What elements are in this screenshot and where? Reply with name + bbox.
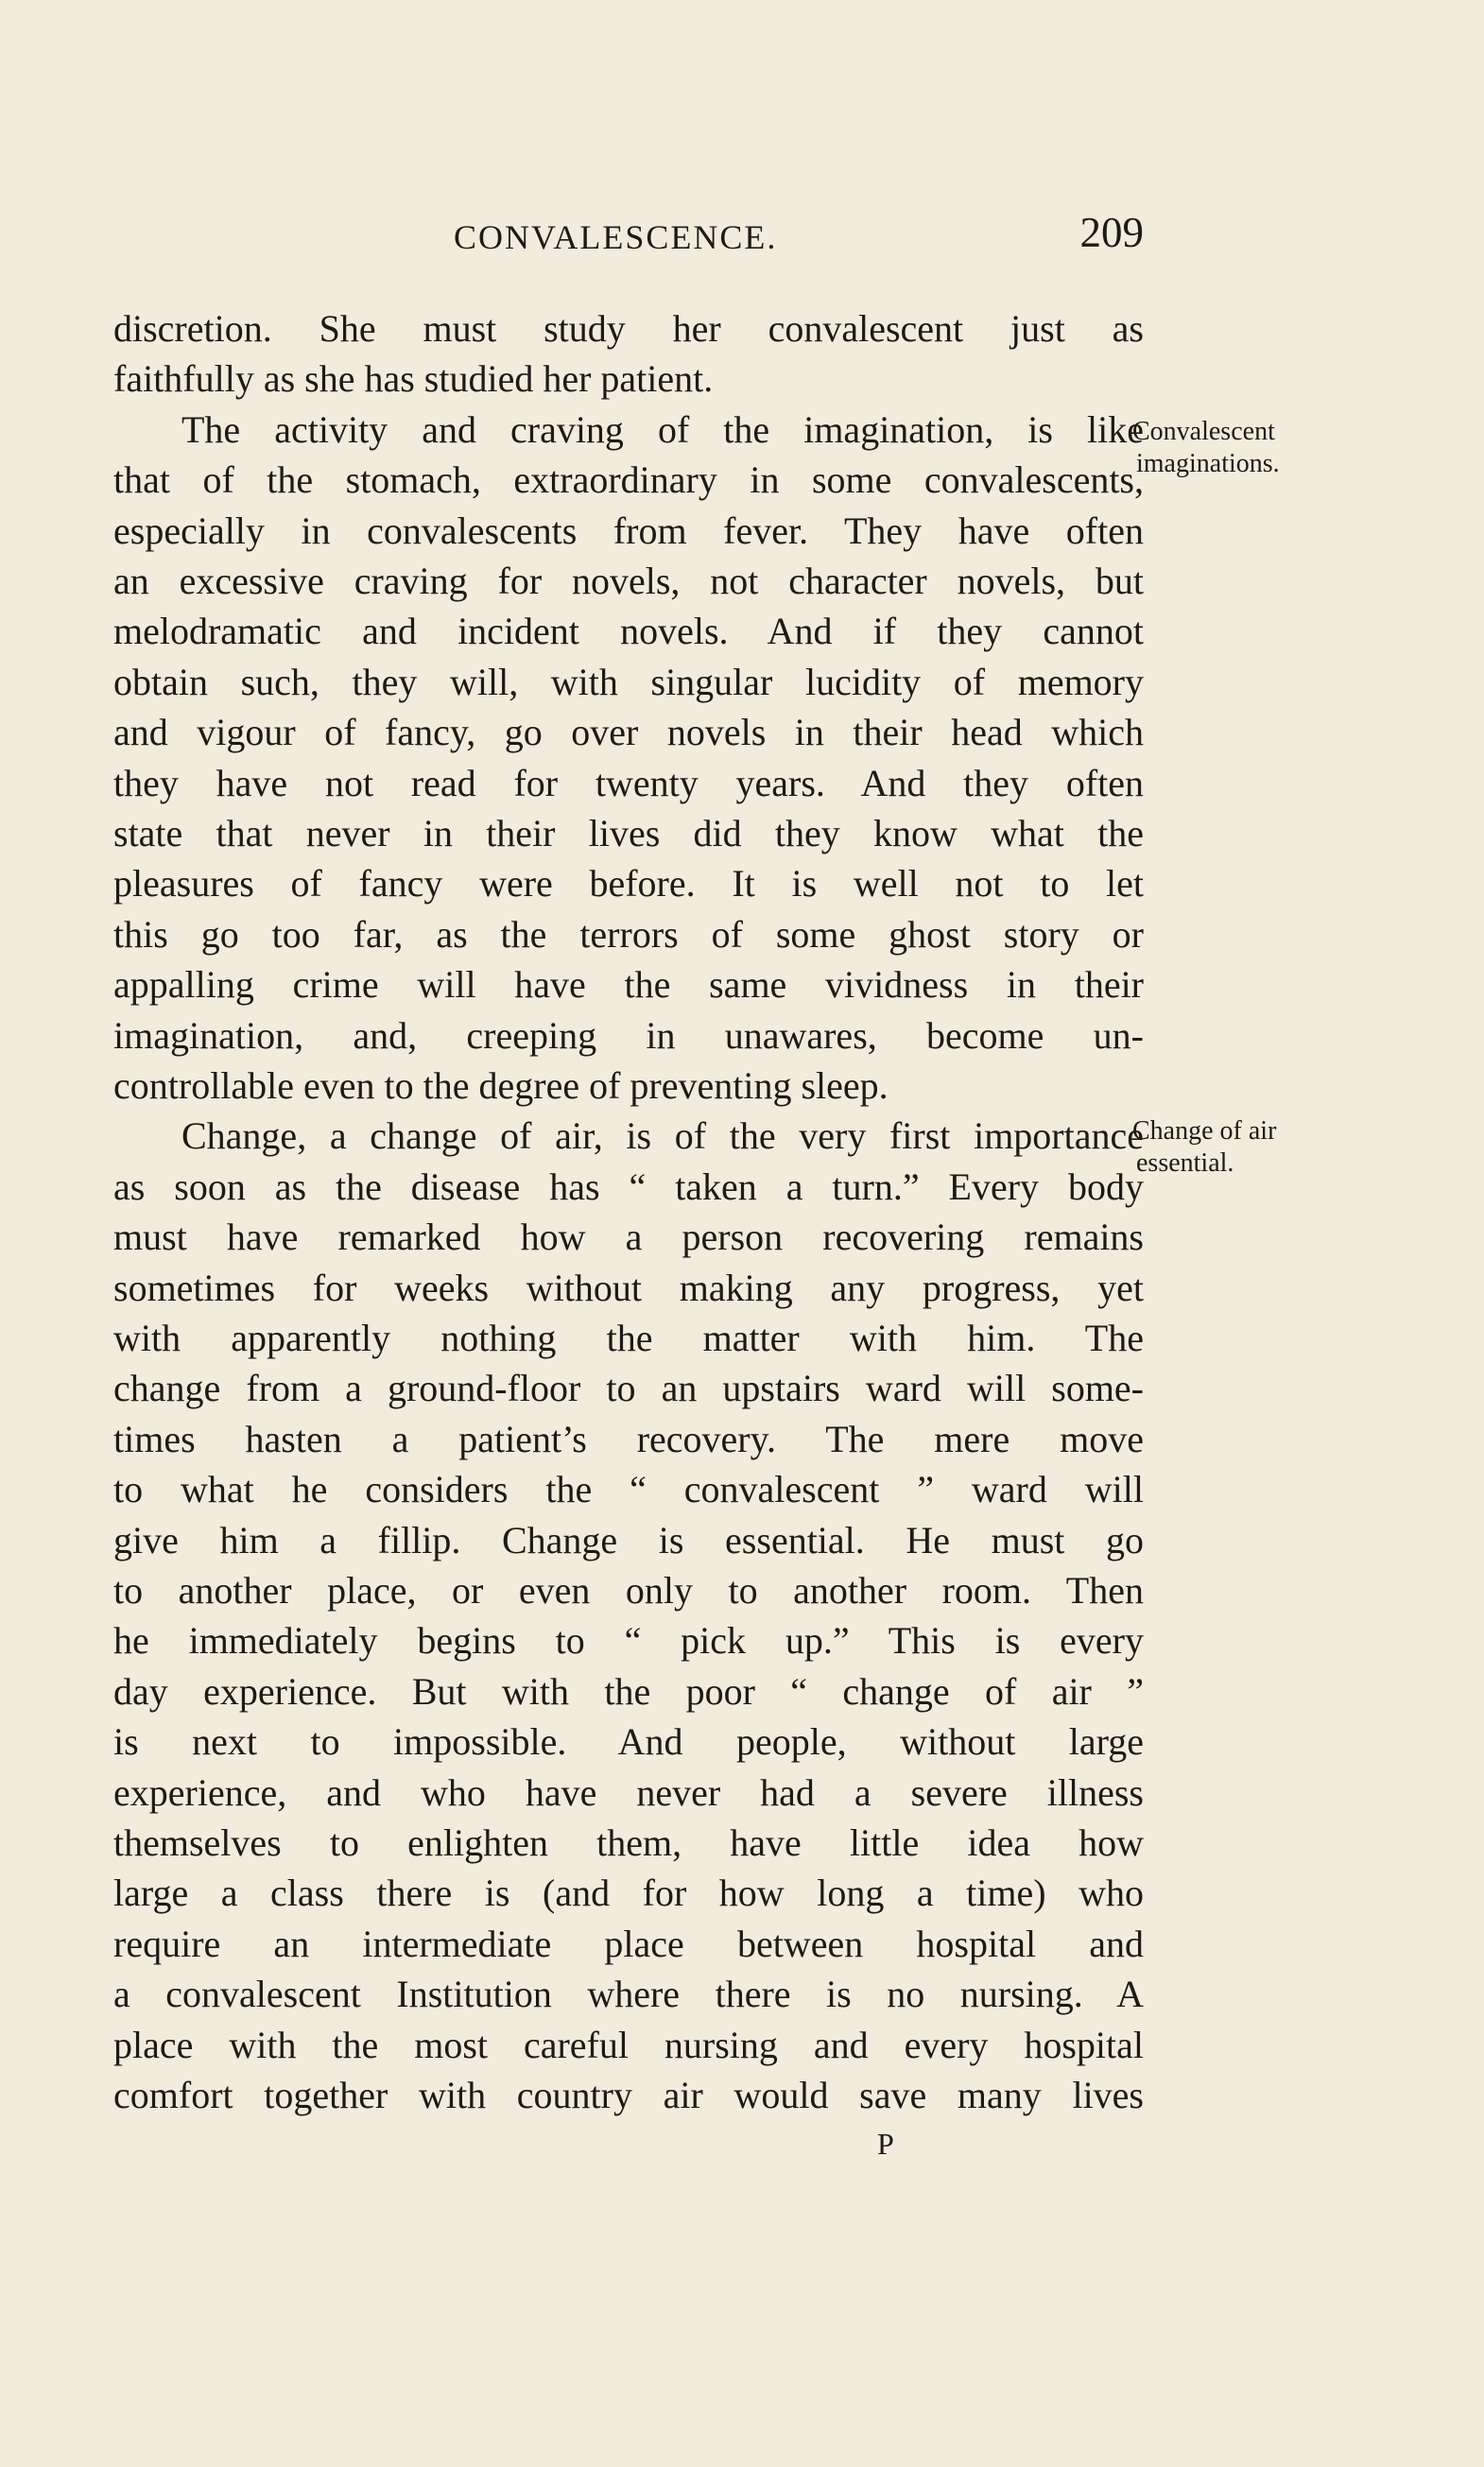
text-line: as soon as the disease has “ taken a turn.” Every body (113, 1165, 1144, 1208)
text-line: give him a fillip. Change is essential. He must go (113, 1519, 1144, 1561)
text-line: appalling crime will have the same vividness in their (113, 963, 1144, 1006)
text-line: especially in convalescents from fever. They have often (113, 509, 1144, 552)
text-line: state that never in their lives did they know what the (113, 812, 1144, 854)
text-line: imagination, and, creeping in unawares, become un- (113, 1014, 1144, 1057)
text-line: day experience. But with the poor “ change of air ” (113, 1670, 1144, 1713)
text-line: this go too far, as the terrors of some ghost story or (113, 913, 1144, 956)
margin-note-line: Convalescent (1132, 417, 1275, 446)
text-line: and vigour of fancy, go over novels in their head which (113, 711, 1144, 753)
text-line: that of the stomach, extraordinary in some convalescents, (113, 458, 1144, 501)
text-line: place with the most careful nursing and every hospital (113, 2024, 1144, 2066)
text-line: with apparently nothing the matter with him. The (113, 1317, 1144, 1359)
text-line: discretion. She must study her convalescent just as (113, 307, 1144, 350)
text-line: they have not read for twenty years. And they often (113, 762, 1144, 804)
text-line: controllable even to the degree of preventing sleep. (113, 1064, 889, 1107)
text-line: large a class there is (and for how long a time) who (113, 1872, 1144, 1914)
text-line: is next to impossible. And people, without large (113, 1720, 1144, 1763)
page-number: 209 (1079, 209, 1144, 256)
text-line: sometimes for weeks without making any progress, yet (113, 1267, 1144, 1309)
running-head: CONVALESCENCE. (454, 218, 778, 256)
text-line: require an intermediate place between hospital and (113, 1923, 1144, 1965)
text-line: obtain such, they will, with singular lucidity of memory (113, 661, 1144, 703)
margin-note-line: essential. (1136, 1148, 1234, 1178)
text-line: pleasures of fancy were before. It is well not to let (113, 862, 1144, 905)
text-line: Change, a change of air, is of the very first importance (181, 1114, 1144, 1157)
page-header (113, 210, 1144, 267)
text-line: change from a ground-floor to an upstairs ward will some- (113, 1367, 1144, 1409)
signature-mark: P (877, 2127, 894, 2161)
text-line: to another place, or even only to another room. Then (113, 1569, 1144, 1612)
text-line: a convalescent Institution where there is no nursing. A (113, 1973, 1144, 2015)
text-line: faithfully as she has studied her patient. (113, 357, 714, 400)
text-line: themselves to enlighten them, have little idea how (113, 1821, 1144, 1864)
text-line: an excessive craving for novels, not character novels, but (113, 560, 1144, 602)
text-line: times hasten a patient’s recovery. The mere move (113, 1418, 1144, 1460)
text-line: melodramatic and incident novels. And if they cannot (113, 610, 1144, 652)
margin-note-line: imaginations. (1136, 449, 1280, 478)
margin-note-convalescent-imaginations (1132, 416, 1280, 480)
text-line: he immediately begins to “ pick up.” This is every (113, 1619, 1144, 1662)
text-line: comfort together with country air would save many lives (113, 2074, 1144, 2116)
text-line: to what he considers the “ convalescent ” ward will (113, 1468, 1144, 1510)
text-line: must have remarked how a person recovering remains (113, 1216, 1144, 1258)
margin-note-line: Change of air (1132, 1116, 1277, 1146)
text-line: experience, and who have never had a severe illness (113, 1771, 1144, 1814)
margin-note-change-of-air (1132, 1115, 1276, 1180)
text-line: The activity and craving of the imagination, is like (181, 408, 1144, 451)
